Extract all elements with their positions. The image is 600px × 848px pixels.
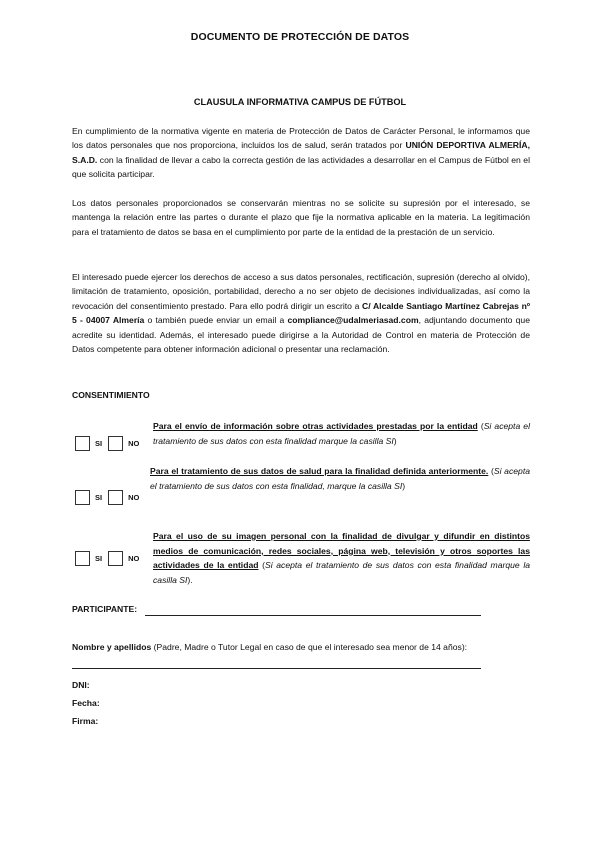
yes-checkbox[interactable] xyxy=(75,490,90,505)
name-label: Nombre y apellidos xyxy=(72,642,152,652)
document-title: DOCUMENTO DE PROTECCIÓN DE DATOS xyxy=(190,31,410,43)
signature-field xyxy=(72,716,98,726)
participant-field xyxy=(72,604,137,614)
participant-input-line[interactable] xyxy=(145,615,481,616)
no-label: NO xyxy=(128,493,140,502)
rights-paragraph xyxy=(72,270,530,356)
yes-label: SI xyxy=(95,439,103,448)
yes-label: SI xyxy=(95,493,103,502)
no-checkbox[interactable] xyxy=(108,436,123,451)
consent-purpose: Para el envío de información sobre otras actividades prestadas por la entidad xyxy=(153,421,478,431)
consent-purpose: Para el tratamiento de sus datos de salud para la finalidad definida anteriormente. xyxy=(150,466,489,476)
rights-text-c: , adjuntando documento que acredite su identidad. Además, el interesado puede dirigirse a la Autoridad de Control en materia de Protección de Datos competente para obtener información adicional o presentar una reclamación. xyxy=(72,315,530,355)
yes-label: SI xyxy=(95,554,103,563)
consent-description: Para el uso de su imagen personal con la finalidad de divulgar y difundir en distintos medios de comunicación, redes sociales, página web, televisión y otros soportes las actividades de la entidad (Si acepta el tratamiento de sus datos con esta finalidad marque la casilla SI). xyxy=(153,531,531,585)
clause-subtitle: CLAUSULA INFORMATIVA CAMPUS DE FÚTBOL xyxy=(193,97,407,107)
rights-text-b: o también puede enviar un email a xyxy=(144,315,288,326)
intro-paragraph xyxy=(72,124,530,182)
consent-options xyxy=(75,490,145,505)
consent-note: Si acepta el tratamiento de sus datos con esta finalidad, marque la casilla SI xyxy=(150,466,530,491)
intro-text-a: En cumplimiento de la normativa vigente en materia de Protección de Datos de Carácter Personal, le informamos que los datos personales que nos proporciona, incluidos los de salud, serán tratados por xyxy=(72,126,530,151)
consent-purpose: Para el uso de su imagen personal con la finalidad de divulgar y difundir en distintos medios de comunicación, redes sociales, página web, televisión y otros soportes las actividades de la entidad xyxy=(153,531,530,571)
intro-text-b: con la finalidad de llevar a cabo la correcta gestión de las actividades a desarrollar en el Campus de Fútbol en el que solicita participar. xyxy=(72,154,530,180)
consent-note: Si acepta el tratamiento de sus datos con esta finalidad marque la casilla SI xyxy=(153,560,531,585)
name-input-line[interactable] xyxy=(72,668,481,669)
consent-options xyxy=(75,551,145,566)
consent-options xyxy=(75,436,145,451)
no-checkbox[interactable] xyxy=(108,551,123,566)
date-field xyxy=(72,698,100,708)
dni-field xyxy=(72,680,90,690)
consent-description: Para el envío de información sobre otras actividades prestadas por la entidad (Si acepta el tratamiento de sus datos con esta finalidad marque la casilla SI) xyxy=(153,421,530,446)
retention-paragraph: Los datos personales proporcionados se conservarán mientras no se solicite su supresión por el interesado, se mantenga la relación entre las partes o durante el plazo que fije la normativa aplicable en la materia. La legitimación para el tratamiento de datos se basa en el cumplimiento por parte de la entidad de la prestación de un servicio. xyxy=(72,198,530,237)
date-label: Fecha: xyxy=(72,698,100,708)
consent-description: Para el tratamiento de sus datos de salud para la finalidad definida anteriormente. (Si acepta el tratamiento de sus datos con esta finalidad, marque la casilla SI) xyxy=(150,466,530,491)
yes-checkbox[interactable] xyxy=(75,551,90,566)
no-checkbox[interactable] xyxy=(108,490,123,505)
name-note: (Padre, Madre o Tutor Legal en caso de que el interesado sea menor de 14 años): xyxy=(153,642,468,652)
compliance-email: compliance@udalmeriasad.com xyxy=(287,315,419,326)
postal-address: C/ Alcalde Santiago Martínez Cabrejas nº 5 - 04007 Almería xyxy=(72,300,531,326)
dni-label: DNI: xyxy=(72,680,90,690)
consent-note: Si acepta el tratamiento de sus datos con esta finalidad marque la casilla SI xyxy=(153,421,530,446)
yes-checkbox[interactable] xyxy=(75,436,90,451)
no-label: NO xyxy=(128,439,140,448)
consent-heading: CONSENTIMIENTO xyxy=(72,390,150,400)
organization-name: UNIÓN DEPORTIVA ALMERÍA, S.A.D. xyxy=(72,140,530,165)
signature-label: Firma: xyxy=(72,716,99,726)
name-field xyxy=(72,642,532,652)
no-label: NO xyxy=(128,554,140,563)
participant-label: PARTICIPANTE: xyxy=(72,604,138,614)
rights-text-a: El interesado puede ejercer los derechos de acceso a sus datos personales, rectificación, supresión (derecho al olvido), limitación de tratamiento, oposición, portabilidad, derecho a no ser objeto de decisiones individualizadas, así como la revocación del consentimiento prestado. Para ello podrá dirigir un escrito a xyxy=(72,272,530,311)
